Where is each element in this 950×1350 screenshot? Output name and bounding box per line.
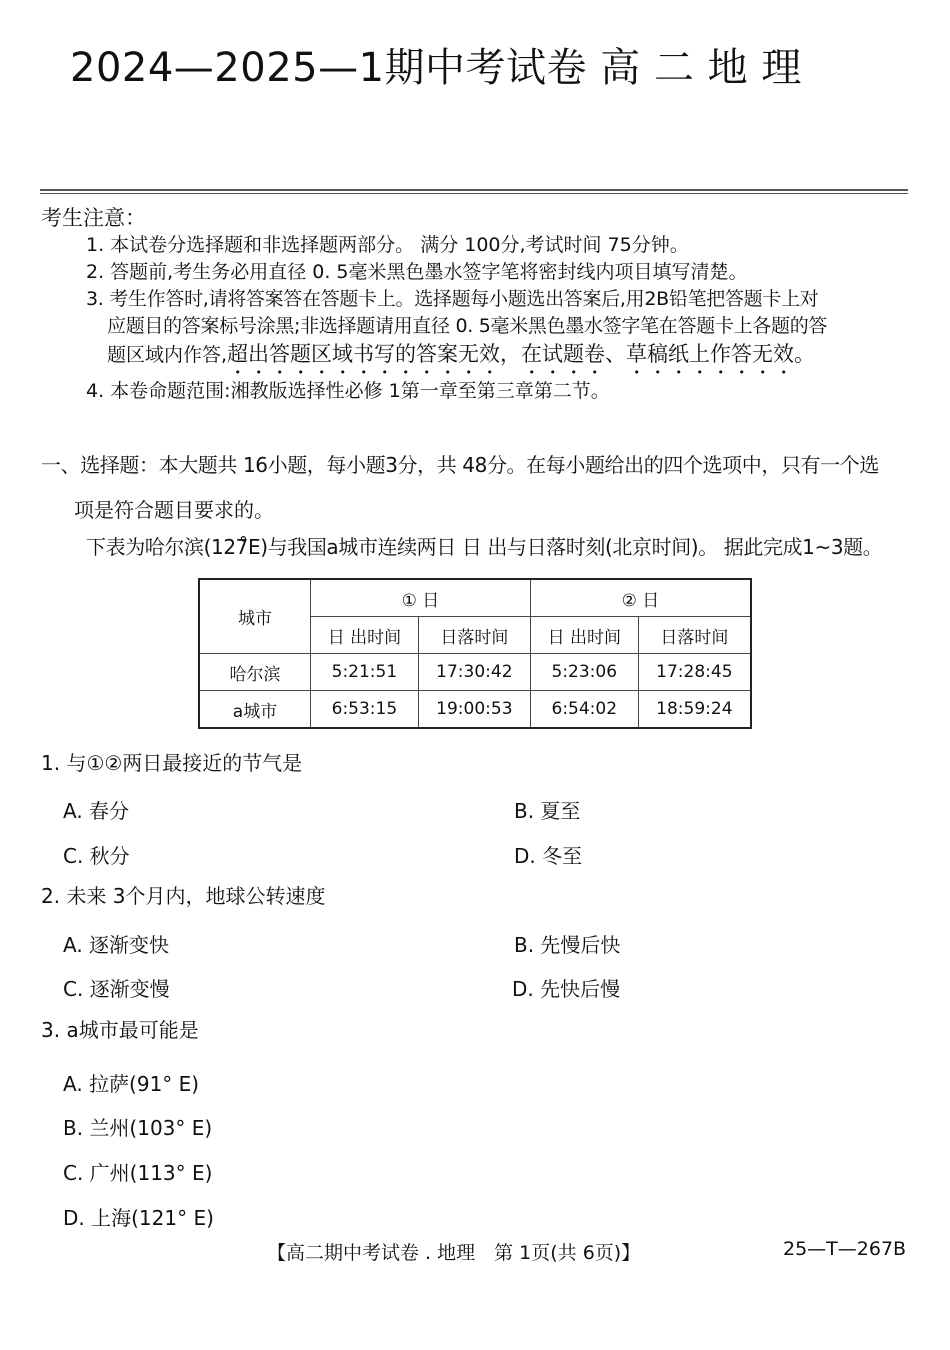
notice-item-3-end: [107, 340, 937, 379]
question-3-stem: 3. a城市最可能是: [41, 1018, 199, 1042]
q2-option-a: A. 逐渐变快: [63, 933, 170, 957]
table-row: [199, 654, 751, 691]
city-cell: a城市: [199, 691, 311, 729]
notice-item-1: 1. 本试卷分选择题和非选择题两部分。 满分 100分,考试时间 75分钟。: [86, 234, 689, 256]
city-header: 城市: [199, 579, 311, 654]
exam-title: 2024—2025—1期中考试卷 高 二 地 理: [70, 45, 802, 91]
day2-sunset-header: 日落时间: [638, 617, 751, 654]
q3-option-c: C. 广州(113° E): [63, 1161, 213, 1185]
question-1-stem: 1. 与①②两日最接近的节气是: [41, 751, 303, 775]
time-cell: 6:54:02: [530, 691, 638, 729]
time-cell: 6:53:15: [311, 691, 419, 729]
time-cell: 5:23:06: [530, 654, 638, 691]
q1-option-c: C. 秋分: [63, 844, 130, 868]
section-heading-cont: 项是符合题目要求的。: [74, 498, 274, 522]
exam-code: 25—T—267B: [783, 1238, 907, 1260]
header-rule-thick: [40, 189, 908, 191]
q1-option-d: D. 冬至: [514, 844, 583, 868]
q1-option-a: A. 春分: [63, 799, 130, 823]
section-heading: 一、选择题：本大题共 16小题，每小题3分，共 48分。在每小题给出的四个选项中，只有一个选: [41, 453, 879, 477]
page-footer: 【高二期中考试卷 . 地理 第 1页(共 6页)】: [267, 1242, 641, 1264]
notice-item-3-cont: 应题目的答案标号涂黑;非选择题请用直径 0. 5毫米黑色墨水签字笔在答题卡上各题的答: [107, 315, 828, 337]
q2-option-d: D. 先快后慢: [512, 977, 621, 1001]
time-cell: 5:21:51: [311, 654, 419, 691]
q2-option-c: C. 逐渐变慢: [63, 977, 170, 1001]
notice-item-3: 3. 考生作答时,请将答案答在答题卡上。选择题每小题选出答案后,用2B铅笔把答题卡上对: [86, 288, 819, 310]
question-2-stem: 2. 未来 3个月内，地球公转速度: [41, 884, 326, 908]
day1-sunrise-header: 日 出时间: [311, 617, 419, 654]
day2-header: ② 日: [530, 579, 751, 617]
time-cell: 19:00:53: [418, 691, 530, 729]
q1-option-b: B. 夏至: [514, 799, 581, 823]
table-intro: 下表为哈尔滨(127̊E)与我国a城市连续两日 日 出与日落时刻(北京时间)。 据此完成1~3题。: [86, 535, 883, 559]
notice-text: 题区域内作答,: [107, 344, 228, 366]
day1-header: ① 日: [311, 579, 531, 617]
notice-item-2: 2. 答题前,考生务必用直径 0. 5毫米黑色墨水签字笔将密封线内项目填写清楚。: [86, 261, 748, 283]
q3-option-d: D. 上海(121° E): [63, 1206, 214, 1230]
q3-option-a: A. 拉萨(91° E): [63, 1072, 200, 1096]
day1-sunset-header: 日落时间: [418, 617, 530, 654]
table-row: [199, 691, 751, 729]
notice-item-4: 4. 本卷命题范围:湘教版选择性必修 1第一章至第三章第二节。: [86, 380, 610, 402]
q3-option-b: B. 兰州(103° E): [63, 1116, 213, 1140]
notice-heading: 考生注意：: [41, 206, 146, 230]
time-cell: 17:30:42: [418, 654, 530, 691]
city-cell: 哈尔滨: [199, 654, 311, 691]
q2-option-b: B. 先慢后快: [514, 933, 621, 957]
header-rule-thin: [40, 193, 908, 194]
time-cell: 18:59:24: [638, 691, 751, 729]
emphasized-warning: 超出答题区域书写的答案无效，在试题卷、草稿纸上作答无效。: [227, 342, 816, 366]
day2-sunrise-header: 日 出时间: [530, 617, 638, 654]
sunrise-sunset-table: [198, 578, 752, 729]
time-cell: 17:28:45: [638, 654, 751, 691]
